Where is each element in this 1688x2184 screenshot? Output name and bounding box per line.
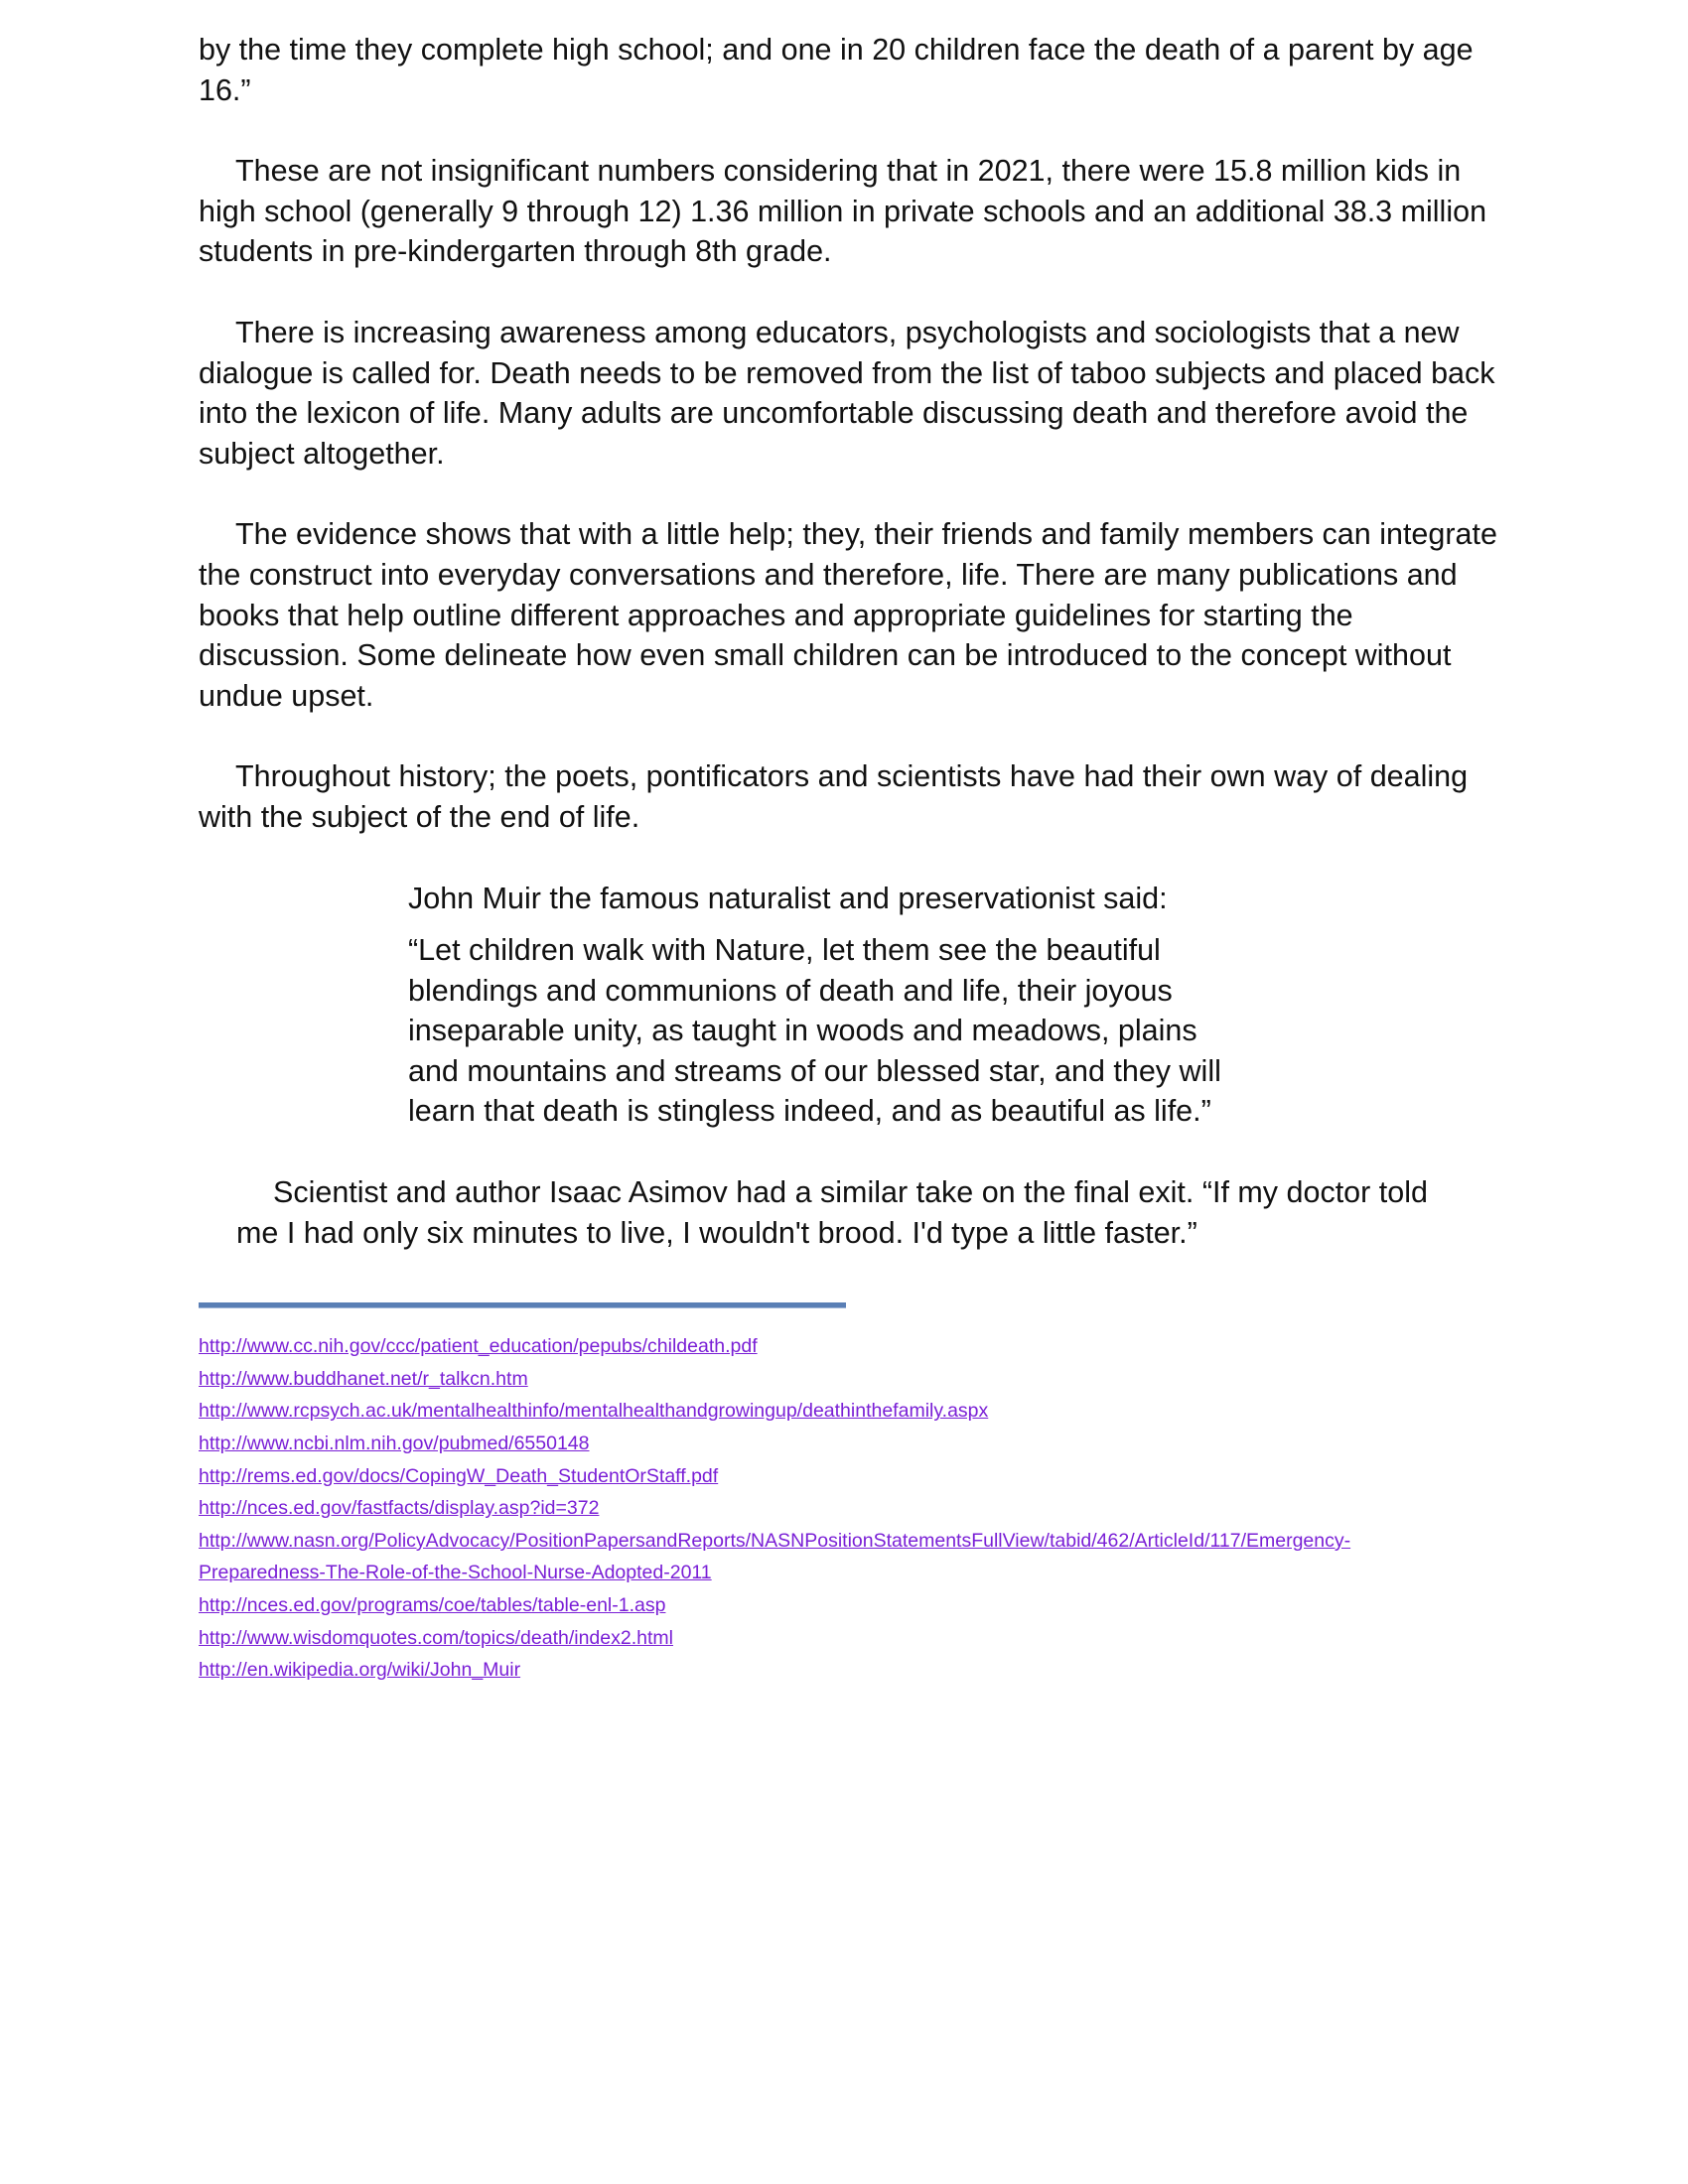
footnote-link[interactable]: http://rems.ed.gov/docs/CopingW_Death_StudentOrStaff.pdf — [199, 1464, 719, 1487]
footnote-item — [199, 1589, 1499, 1622]
john-muir-quote-block — [408, 879, 1232, 1133]
footnote-item — [199, 1395, 1499, 1428]
asimov-paragraph: Scientist and author Isaac Asimov had a similar take on the final exit. “If my doctor told me I had only six minutes to live, I wouldn't brood. I'd type a little faster.” — [236, 1175, 1428, 1250]
footnote-item — [199, 1492, 1499, 1525]
footnote-item — [199, 1654, 1499, 1687]
footnote-link[interactable]: http://www.cc.nih.gov/ccc/patient_education/pepubs/childeath.pdf — [199, 1335, 758, 1358]
footnote-link[interactable]: http://www.rcpsych.ac.uk/mentalhealthinfo/mentalhealthandgrowingup/deathinthefamily.aspx — [199, 1400, 989, 1423]
footnote-item — [199, 1525, 1499, 1558]
body-paragraph-awareness: There is increasing awareness among educators, psychologists and sociologists that a new dialogue is called for. Death needs to be removed from the list of taboo subjects and placed back into the lexicon of life. Many adults are uncomfortable discussing death and therefore avoid the subject altogether. — [199, 315, 1495, 471]
footnote-item — [199, 1330, 1499, 1363]
quote-text: “Let children walk with Nature, let them see the beautiful blendings and communions of death and life, their joyous inseparable unity, as taught in woods and meadows, plains and mountains and streams of our blessed star, and they will learn that death is stingless indeed, and as beautiful as life.” — [408, 933, 1221, 1129]
footnote-item — [199, 1428, 1499, 1460]
footnote-item — [199, 1363, 1499, 1396]
footnote-item — [199, 1460, 1499, 1493]
body-paragraph-continuation: by the time they complete high school; and one in 20 children face the death of a parent by age 16.” — [199, 33, 1474, 107]
footnote-divider — [199, 1302, 846, 1308]
footnote-link[interactable]: http://www.buddhanet.net/r_talkcn.htm — [199, 1367, 528, 1390]
footnote-link[interactable]: http://nces.ed.gov/fastfacts/display.asp?id=372 — [199, 1497, 600, 1520]
body-paragraph-history: Throughout history; the poets, pontificators and scientists have had their own way of dealing with the subject of the end of life. — [199, 759, 1469, 834]
footnote-link[interactable]: http://nces.ed.gov/programs/coe/tables/table-enl-1.asp — [199, 1594, 666, 1616]
footnote-item — [199, 1557, 1499, 1589]
footnote-link[interactable]: http://www.wisdomquotes.com/topics/death/index2.html — [199, 1626, 673, 1649]
document-page — [199, 30, 1499, 1687]
footnote-item — [199, 1622, 1499, 1655]
quote-intro: John Muir the famous naturalist and preservationist said: — [408, 881, 1168, 915]
footnote-link[interactable]: http://www.ncbi.nlm.nih.gov/pubmed/6550148 — [199, 1433, 590, 1455]
body-paragraph-evidence: The evidence shows that with a little help; they, their friends and family members can integrate the construct into everyday conversations and therefore, life. There are many publications and books that help outline different approaches and appropriate guidelines for starting the discussion. Some delineate how even small children can be introduced to the concept without undue upset. — [199, 517, 1497, 713]
body-paragraph-statistics: These are not insignificant numbers considering that in 2021, there were 15.8 million kids in high school (generally 9 through 12) 1.36 million in private schools and an additional 38.3 million students in pre-kindergarten through 8th grade. — [199, 154, 1487, 269]
footnote-link[interactable]: http://en.wikipedia.org/wiki/John_Muir — [199, 1659, 521, 1682]
footnote-link[interactable]: http://www.nasn.org/PolicyAdvocacy/PositionPapersandReports/NASNPositionStatementsFullView/tabid/462/ArticleId/117/Emergency- — [199, 1529, 1351, 1552]
footnote-link[interactable]: Preparedness-The-Role-of-the-School-Nurse-Adopted-2011 — [199, 1562, 712, 1584]
footnote-list — [199, 1330, 1499, 1687]
